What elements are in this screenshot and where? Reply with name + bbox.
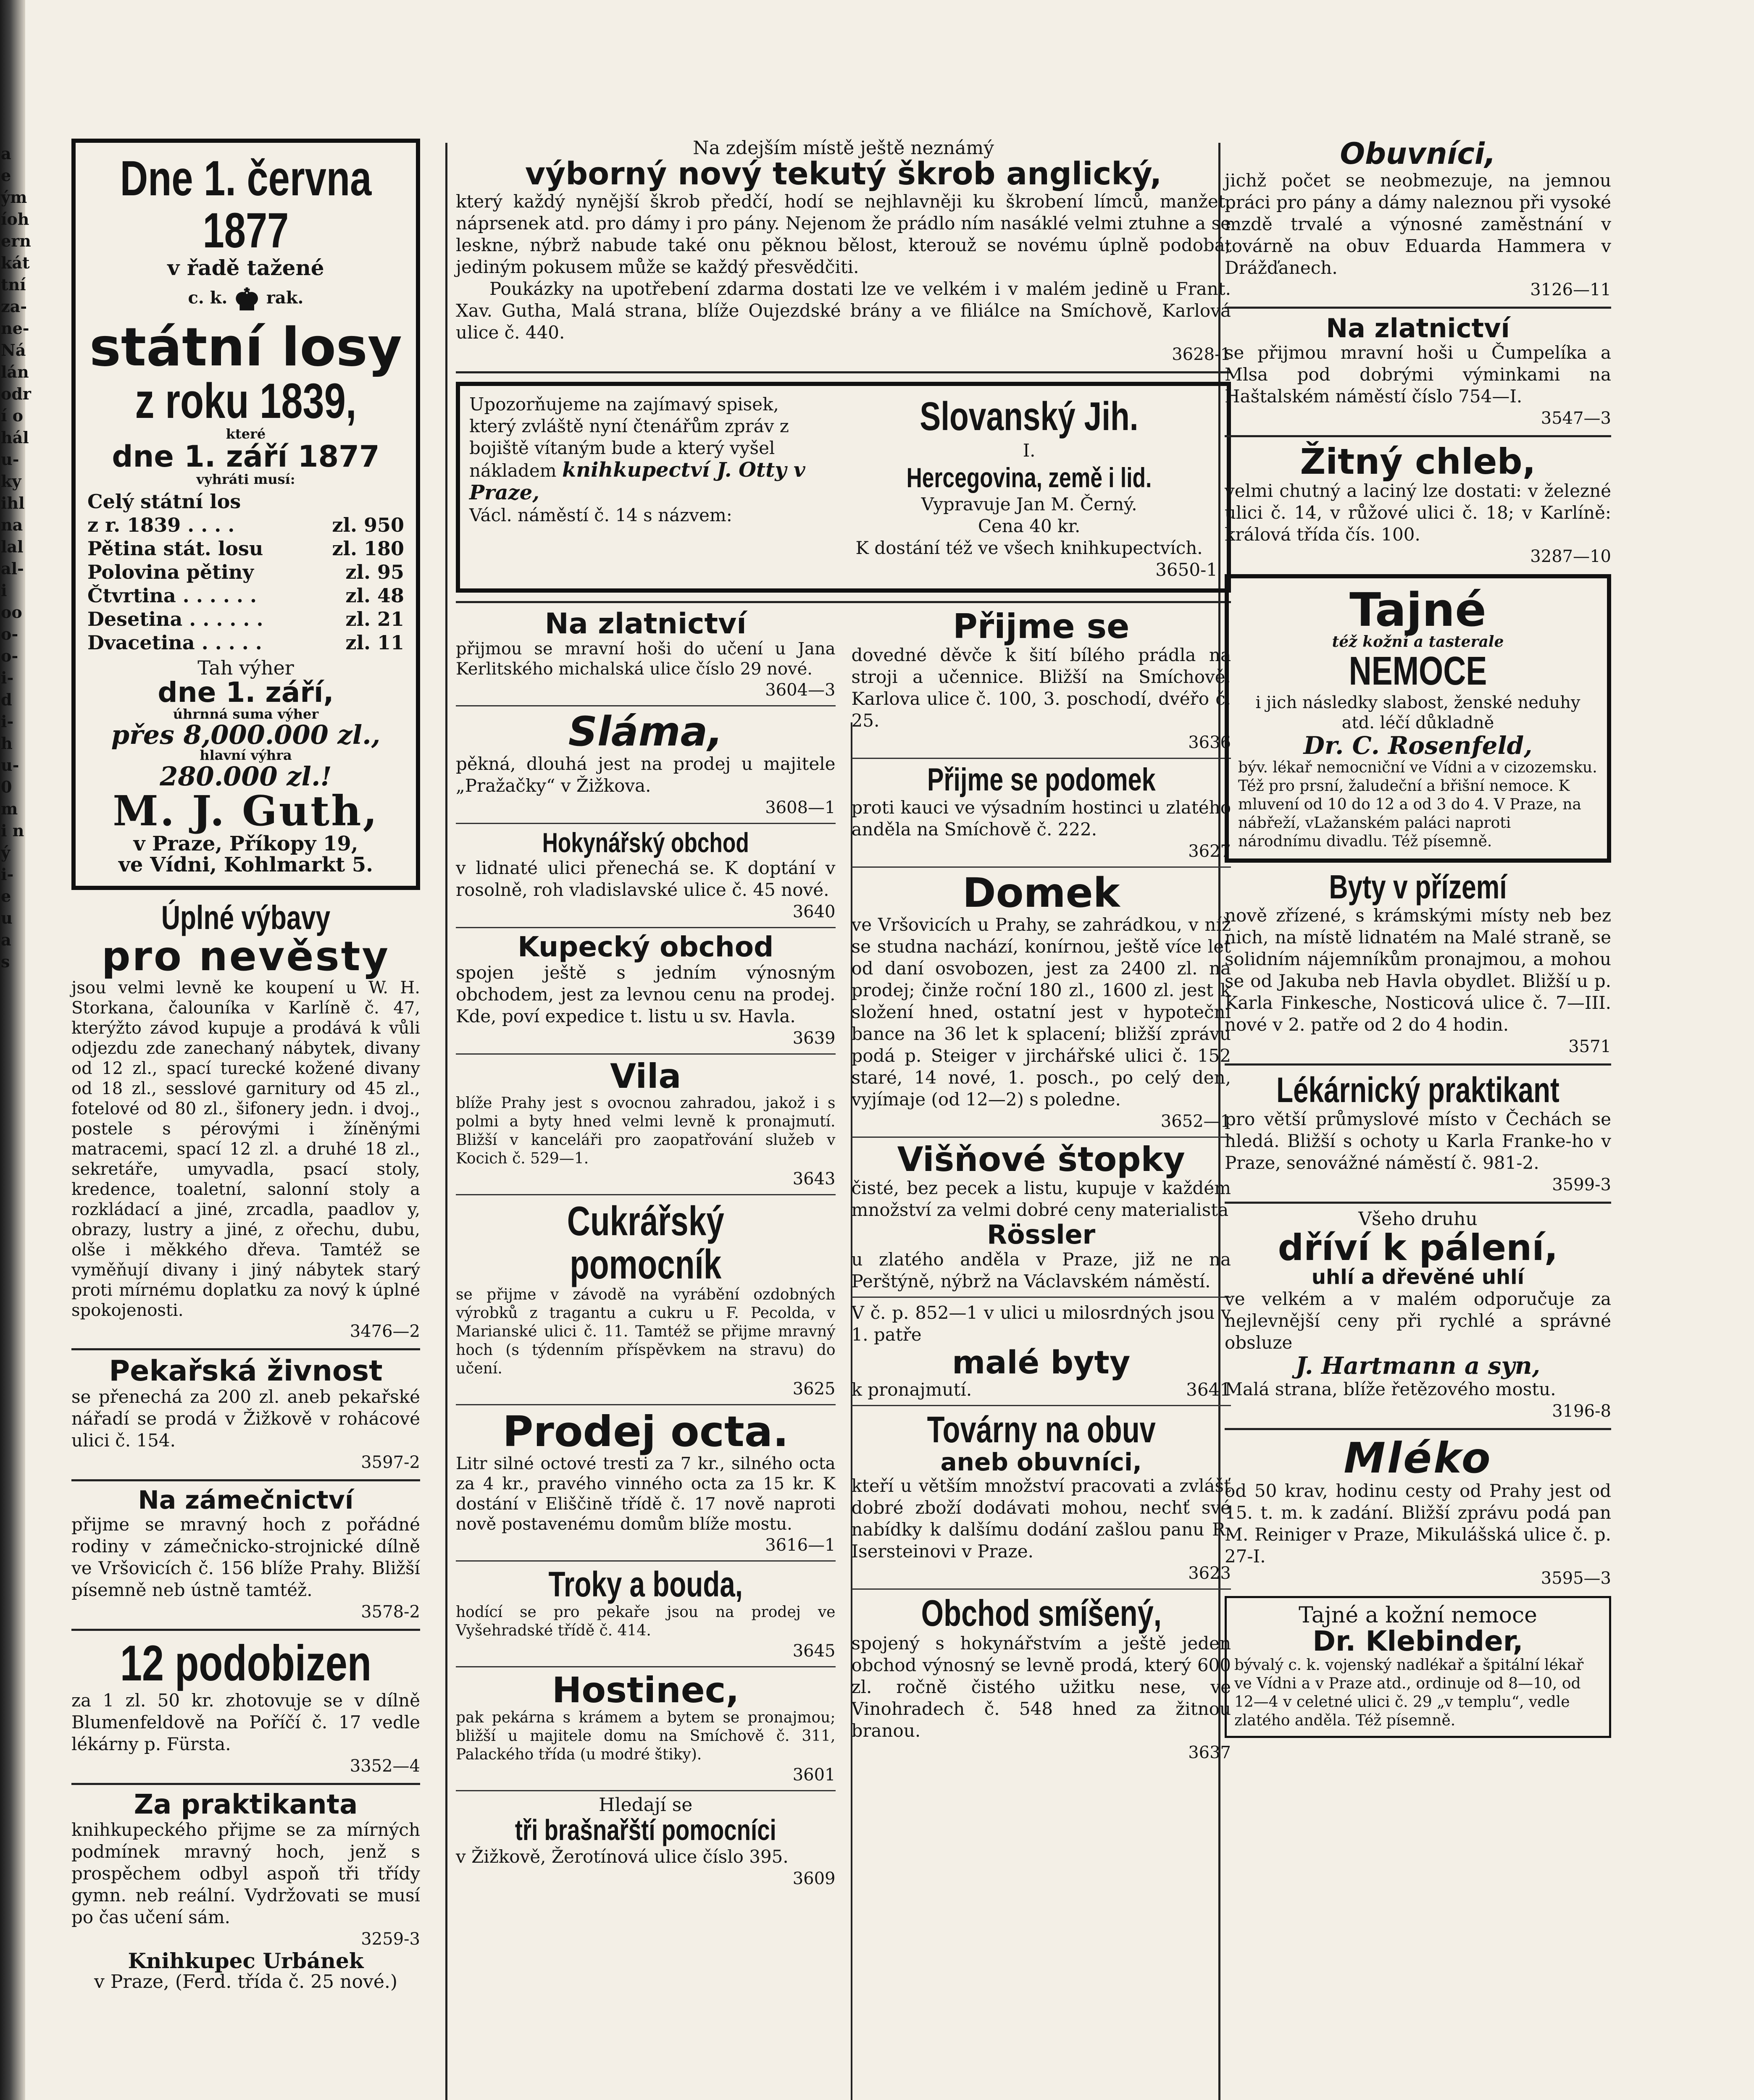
ad-body: nově zřízené, s krámskými místy neb bez nich, na místě lidnatém na Malé straně, se solidním nájemníkům pronajmou, a mohou se od Jakuba neb Havla obydlet. Bližší u p. Karla Finkesche, Nosticová ulice č. 7—III. nové v 2. patře od 2 do 4 hodin. — [1225, 905, 1611, 1035]
ad-body: kteří u větším množství pracovati a zvlášť dobré zboží dodávati mohou, nechť své nabídky k dalšímu dodání zašlou panu R. Isersteinovi v Praze. — [851, 1475, 1231, 1562]
lottery-drawn: v řadě tažené — [167, 255, 324, 280]
book-author: Vypravuje Jan M. Černý. — [921, 494, 1137, 514]
ad-saddlers — [456, 1796, 836, 1890]
ad-number: 3625 — [792, 1379, 836, 1399]
ad-house — [851, 869, 1231, 1133]
ad-shop — [456, 932, 836, 1049]
ad-pre: Všeho druhu — [1358, 1208, 1478, 1230]
book-roman: I. — [1023, 440, 1036, 461]
ad-number: 3352—4 — [350, 1756, 420, 1776]
ad-confectioner — [456, 1197, 836, 1400]
lottery-table — [87, 490, 404, 654]
ad-goldsmith — [456, 609, 836, 701]
ad-signature: Knihkupec Urbánek — [128, 1948, 364, 1974]
ad-number: 3627 — [1188, 841, 1231, 861]
lottery-row: Celý státní los — [87, 490, 241, 513]
ad-number: 3652—1 — [1160, 1112, 1231, 1131]
lottery-total-amount: přes 8,000.000 zl., — [111, 719, 381, 751]
ad-body: bývalý c. k. vojenský nadlékař a špitální lékař ve Vídni a v Praze atd., ordinuje od 8—10, od 12—4 v celetné ulici č. 29 „v templu“, vedle zlatého anděla. Též písemně. — [1234, 1656, 1584, 1729]
ad-heading: Sláma, — [568, 708, 723, 756]
column-2 — [456, 139, 1231, 1890]
ad-body: pak pekárna s krámem a bytem se pronajmou; bližší u majitele domu na Smíchově č. 311, Palackého třída (u modré štiky). — [456, 1709, 836, 1763]
ad-number: 3637 — [1188, 1743, 1231, 1763]
lottery-row: Dvacetina . . . . . zl. 11 — [87, 631, 404, 654]
ad-body: za 1 zl. 50 kr. zhotovuje se v dílně Blumenfeldově na Poříčí č. 17 vedle lékárny p. Fürsta. — [71, 1690, 420, 1754]
lottery-emblem — [83, 281, 408, 317]
lottery-ad — [71, 139, 420, 890]
ad-body: býv. lékař nemocniční ve Vídni a v cizozemsku. Též pro prsní, žaludeční a břišní nemoce. K mluvení od 10 do 12 a od 3 do 4. V Praze, na nábřeží, vLažanském paláci naproti národnímu divadlu. Též písemně. — [1238, 759, 1597, 850]
ad-heading: Lékárnický praktikant — [1276, 1070, 1559, 1110]
ad-shoemakers — [1225, 136, 1611, 301]
lottery-date: Dne 1. června 1877 — [120, 151, 372, 258]
ad-number: 3604—3 — [765, 680, 836, 700]
ad-body: ve velkém a v malém odporučuje za nejlevnější ceny při rychlé a správné obsluze — [1225, 1288, 1611, 1353]
ad-body: dovedné děvče k šití bílého prádla na stroji a učennice. Bližší na Smíchově, Karlova ulice č. 100, 3. poschodí, dvéřo č. 25. — [851, 644, 1231, 731]
ad-klebinder — [1225, 1596, 1611, 1738]
ad-body: se přijmou mravní hoši u Čumpelíka a Mlsa pod dobrými výminkami na Haštalském náměstí číslo 754—I. — [1225, 342, 1611, 407]
column-2a — [456, 609, 843, 1890]
lottery-row: Desetina . . . . . . zl. 21 — [87, 608, 404, 631]
lottery-title: státní losy — [89, 316, 402, 378]
ad-heading: Dr. Klebinder, — [1312, 1625, 1523, 1658]
ad-signature: J. Hartmann a syn, — [1295, 1352, 1541, 1380]
lottery-year: z roku 1839, — [135, 373, 357, 429]
lottery-main: hlavní výhra — [200, 747, 292, 764]
ad-number: 3476—2 — [350, 1321, 420, 1341]
ad-number: 3599-3 — [1552, 1175, 1611, 1194]
ad-body: pěkná, dlouhá jest na prodej u majitele „Pražačky“ v Žižkova. — [456, 753, 836, 796]
book-avail: K dostání též ve všech knihkupectvích. — [855, 537, 1203, 558]
ad-heading: Za praktikanta — [134, 1789, 358, 1820]
column-2-split — [456, 606, 1231, 1890]
ad-heading: Obchod smíšený, — [921, 1592, 1162, 1634]
ad-heading: Úplné výbavy — [161, 898, 331, 936]
ad-heading: uhlí a dřevěné uhlí — [1311, 1265, 1525, 1289]
ad-heading: dříví k pálení, — [1278, 1227, 1558, 1269]
book-right — [841, 394, 1218, 581]
ad-body: blíže Prahy jest s ovocnou zahradou, jakož i s polmi a byty hned velmi levně k pronajmutí. Bližší v kanceláři pro zaopatřování služeb v Kocich č. 529—1. — [456, 1094, 836, 1167]
ad-heading: 12 podobizen — [120, 1635, 372, 1691]
ad-body: hodící se pro pekaře jsou na prodej ve Vyšehradské třídě č. 414. — [456, 1603, 836, 1639]
ad-body: i jich následky slabost, ženské neduhy atd. léčí důkladně — [1255, 693, 1580, 732]
ad-footer — [852, 1379, 1231, 1401]
ad-mixed-shop — [852, 1594, 1231, 1764]
ad-pre: V č. p. 852—1 v ulici u milosrdných jsou v 1. patře — [851, 1302, 1231, 1345]
ad-name: Rössler — [987, 1219, 1096, 1250]
ad-heading: Na zlatnictví — [544, 607, 747, 640]
lottery-date2: dne 1. září 1877 — [112, 439, 380, 474]
ad-stalls — [456, 1566, 836, 1662]
ad-address: v Praze, (Ferd. třída č. 25 nové.) — [94, 1971, 398, 1992]
ad-starch — [456, 139, 1231, 365]
lottery-firm: M. J. Guth, — [113, 787, 379, 836]
ad-heading: Višňové štopky — [897, 1140, 1185, 1179]
ad-body: v lidnaté ulici přenechá se. K doptání v rosolně, roh vladislavské ulice č. 45 nové. — [456, 858, 836, 900]
ad-heading: Cukrářský pomocník — [567, 1197, 724, 1287]
ad-body: proti kauci ve výsadním hostinci u zlatého anděla na Smíchově č. 222. — [851, 797, 1231, 840]
ad-grocery — [456, 828, 836, 923]
ad-body: Litr silné octové tresti za 7 kr., silného octa za 4 kr., pravého vinného octa za 15 kr. K dostání v Eliščině třídě č. 17 nově naproti nově postavenému domům blíže mostu. — [456, 1454, 836, 1534]
ad-heading: tři brašnařští pomocníci — [515, 1814, 776, 1846]
ad-body: knihkupeckého přijme se za mírných podmínek mravný hoch, jenž s prospěchem odbyl aspoň tři třídy gymn. neb reální. Vydržovati se musí po čas učení sám. — [71, 1819, 420, 1928]
ad-body: od 50 krav, hodinu cesty od Prahy jest od 15. t. m. k zadání. Bližší zprávu podá pan M. Reiniger v Praze, Mikulášská ulice č. p. 27-I. — [1225, 1480, 1611, 1567]
ad-small-flats — [852, 1302, 1231, 1401]
ad-number: 3595—3 — [1541, 1568, 1611, 1588]
ad-body: se přenechá za 200 zl. aneb pekařské nářadí se prodá v Žižkově v rohácové ulici č. 154. — [71, 1386, 420, 1451]
ad-number: 3643 — [792, 1169, 836, 1189]
ad-heading: výborný nový tekutý škrob anglický, — [525, 156, 1162, 192]
ad-number: 3636 — [1188, 732, 1231, 752]
ad-heading: Mléko — [1344, 1433, 1492, 1483]
ad-heading: Přijme se — [953, 606, 1130, 646]
ad-body: k pronajmutí. — [851, 1379, 972, 1400]
ad-number: 3623 — [1188, 1563, 1231, 1583]
lottery-emblem-right: rak. — [266, 288, 304, 308]
torn-column-fragment: a e ým íoh ern kát tní za- ne- Ná lán odr í o hál u- ky ihl na lal al- i oo o- o- i- d i- h u- 0 m i n ý i- e u a s — [1, 144, 31, 971]
ad-seamstress — [851, 606, 1231, 753]
ad-body: přijmou se mravní hoši do učení u Jana Kerlitského michalská ulice číslo 29 nové. — [456, 639, 836, 679]
lottery-row: z r. 1839 . . . . zl. 950 — [87, 514, 404, 537]
double-eagle-icon: ♚ — [233, 281, 260, 318]
ad-heading: Továrny na obuv — [927, 1409, 1156, 1451]
ad-heading: Vila — [610, 1056, 681, 1096]
ad-heading: aneb obuvníci, — [940, 1447, 1142, 1476]
ad-bridal — [71, 900, 420, 1342]
ad-villa — [456, 1056, 836, 1190]
column-2b — [843, 606, 1231, 1890]
ad-number: 3126—11 — [1530, 280, 1611, 299]
book-left2: Václ. náměstí č. 14 s názvem: — [469, 504, 732, 525]
lottery-addr1: v Praze, Příkopy 19, — [133, 832, 358, 856]
ad-straw — [456, 708, 836, 819]
ad-number: 3640 — [792, 902, 836, 922]
ad-number: 3547—3 — [1541, 408, 1611, 428]
ad-pre: Na zdejším místě ještě neznámý — [693, 137, 994, 159]
ad-body: se přijme v závodě na vyrábění ozdobných výrobků z tragantu a cukru u F. Pecolda, v Marianské ulici č. 11. Tamtéž se přijme mravný hoch (s týdenním příspěvkem na stravu) do učení. — [456, 1286, 836, 1378]
lottery-draw: Tah výher — [197, 656, 294, 680]
ad-heading: Obuvníci, — [1340, 136, 1496, 171]
ad-heading: Hokynářský obchod — [542, 827, 749, 858]
ad-milk — [1225, 1433, 1611, 1589]
book-subtitle: Hercegovina, země i lid. — [906, 462, 1152, 493]
ad-doctor: Dr. C. Rosenfeld, — [1303, 731, 1533, 760]
book-publisher: knihkupectví J. Otty v Praze, — [469, 458, 805, 504]
ad-heading: Na zlatnictví — [1326, 312, 1510, 344]
ad-body: Poukázky na upotřebení zdarma dostati lze ve velkém i v malém jedině u Frant. Xav. Gutha, Malá strana, blíže Oujezdské brány a ve filiálce na Smíchově, Karlová ulice č. 440. — [456, 278, 1231, 343]
ad-number: 3645 — [792, 1641, 836, 1661]
column-rule-1 — [445, 143, 447, 2100]
ad-number: 3641 — [1186, 1379, 1231, 1400]
ad-heading: NEMOCE — [1349, 648, 1487, 694]
ad-heading: malé byty — [952, 1343, 1131, 1381]
lottery-which: které — [226, 426, 266, 442]
ad-body: Malá strana, blíže řetězového mostu. — [1225, 1378, 1556, 1399]
ad-heading: Byty v přízemí — [1329, 868, 1507, 906]
ad-number: 3639 — [792, 1028, 836, 1048]
ad-heading: pro nevěsty — [101, 932, 390, 980]
ad-number: 3650-1 — [1155, 559, 1218, 580]
lottery-must-win: vyhráti musí: — [196, 471, 295, 487]
ad-heading: Na zámečnictví — [138, 1485, 354, 1515]
ad-rye-bread — [1225, 443, 1611, 567]
ad-heading: Pekařská živnost — [109, 1354, 383, 1388]
ad-heading: Tajné a kožní nemoce — [1299, 1602, 1537, 1628]
ad-body: jsou velmi levně ke koupení u W. H. Storkana, čalouníka v Karlíně č. 47, kterýžto závod kupuje a prodává k vůli odjezdu zde zanechaný nábytek, divany od 12 zl., spací turecké kožené divany od 18 zl., sesslové garnitury od 45 zl., fotelové od 80 zl., šifonery jedn. i dvoj., postele s pérovými i žíněnými matracemi, spací 12 zl. a druhé 18 zl., sekretáře, umyvadla, psací stoly, kredence, toaletní, salonní stoly a rozkládací a jiné, zrcadla, paadlov y, obrazy, lustry a jiné, z ořechu, dubu, olše i měkkého dřeva. Tamtéž se vyměňují divany i jiný nábytek starý proti mírnému doplatku za nový k úplné spokojenosti. — [71, 978, 420, 1320]
ad-porter — [852, 763, 1231, 862]
ad-goldsmith-2 — [1225, 312, 1611, 429]
lottery-emblem-left: c. k. — [188, 288, 228, 308]
ad-book — [456, 382, 1231, 593]
ad-secret-diseases — [1225, 574, 1611, 863]
ad-body: přijme se mravný hoch z pořádné rodiny v zámečnicko-strojnické dílně ve Vršovicích č. 156 blíže Prahy. Bližší písemně neb ústně tamtéž. — [71, 1514, 420, 1600]
ad-heading: Kupecký obchod — [518, 931, 774, 963]
ad-number: 3259-3 — [361, 1929, 420, 1949]
ad-locksmith — [71, 1487, 420, 1623]
ad-body: spojen ještě s jedním výnosným obchodem, jest za levnou cenu na prodej. Kde, poví expedice t. listu u sv. Havla. — [456, 962, 836, 1026]
ad-heading: Domek — [962, 869, 1120, 916]
ad-number: 3578-2 — [361, 1602, 420, 1622]
ad-body: který každý nynější škrob předčí, hodí se nejhlavněji ku škrobení límců, manžet, náprsenek atd. pro dámy i pro pány. Nejenom že prádlo ním nasáklé velmi ztuhne a se leskne, nýbrž nabude také onu pěknou bělost, kterouž se novému úplně podobá; jediným pokusem může se každý přesvědčiti. — [456, 191, 1231, 277]
ad-number: 3628-1 — [1172, 344, 1231, 364]
ad-number: 3597-2 — [361, 1452, 420, 1472]
ad-cherry-stalks — [852, 1142, 1231, 1292]
ad-firewood — [1225, 1210, 1611, 1422]
ad-inn — [456, 1669, 836, 1786]
ad-body: spojený s hokynářstvím a ještě jeden obchod výnosný se levně prodá, který 600 zl. ročně čistého užitku nese, ve Vinohradech č. 548 hned za žitnou branou. — [851, 1633, 1231, 1741]
ad-heading: Žitný chleb, — [1300, 441, 1536, 482]
ad-shoe-factory — [852, 1410, 1231, 1584]
column-1 — [71, 139, 420, 1992]
book-price: Cena 40 kr. — [978, 515, 1081, 536]
ad-heading: Hostinec, — [552, 1669, 739, 1711]
ad-heading: Prodej octa. — [502, 1407, 789, 1457]
ad-trainee — [71, 1791, 420, 1992]
ad-body: pro větší průmyslové místo v Čechách se hledá. Bližší s ochoty u Karla Franke-ho v Praze, senovážné náměstí č. 981-2. — [1225, 1108, 1611, 1173]
lottery-total: úhrnná suma výher — [173, 706, 319, 722]
ad-number: 3601 — [792, 1765, 836, 1785]
ad-body: jichž počet se neobmezuje, na jemnou práci pro pány a dámy naleznou při vysoké mzdě trvalé a výnosné zaměstnání v továrně na obuv Eduarda Hammera v Drážďanech. — [1225, 170, 1611, 278]
ad-heading: Tajné — [1349, 583, 1486, 637]
lottery-row: Pětina stát. losu zl. 180 — [87, 537, 404, 560]
lottery-row: Čtvrtina . . . . . . zl. 48 — [87, 584, 404, 607]
ad-pharmacy-trainee — [1225, 1071, 1611, 1196]
ad-subheading: též kožní a tasterale — [1332, 633, 1504, 651]
lottery-row: Polovina pětiny zl. 95 — [87, 561, 404, 584]
ad-number: 3616—1 — [765, 1536, 836, 1555]
ad-body: v Žižkově, Žerotínová ulice číslo 395. — [456, 1846, 789, 1867]
ad-number: 3196-8 — [1552, 1401, 1611, 1421]
ad-body: ve Vršovicích u Prahy, se zahrádkou, v níž se studna nachází, konírnou, ještě více let od daní osvobozen, jest za 2400 zl. na prodej; činže roční 180 zl., 1600 zl. jest k složení hned, ostatní jest v hypoteční bance na 36 let k splacení; bližší zprávu podá p. Steiger v jirchářské ulici č. 152 staré, 14 nové, 1. posch., po celý den, vyjímaje (od 12—2) s poledne. — [851, 914, 1231, 1110]
ad-ground-floor-flats — [1225, 869, 1611, 1058]
lottery-draw-date: dne 1. září, — [158, 676, 334, 709]
ad-heading: Přijme se podomek — [927, 761, 1156, 798]
ad-body: čisté, bez pecek a listu, kupuje v každém množství za velmi dobré ceny materialista — [851, 1178, 1231, 1221]
ad-number: 3609 — [792, 1869, 836, 1888]
ad-pre: Hledají se — [599, 1794, 693, 1816]
lottery-main-amount: 280.000 zl.! — [160, 761, 332, 792]
ad-heading: Troky a bouda, — [548, 1564, 743, 1604]
lottery-addr2: ve Vídni, Kohlmarkt 5. — [118, 853, 373, 877]
ad-body: velmi chutný a laciný lze dostati: v železné ulici č. 14, v růžové ulici č. 18; v Karlíně: králová třída čís. 100. — [1225, 480, 1611, 545]
book-title: Slovanský Jih. — [920, 394, 1139, 439]
ad-portraits — [71, 1637, 420, 1777]
ad-number: 3287—10 — [1530, 546, 1611, 566]
ad-number: 3571 — [1568, 1037, 1611, 1056]
ad-body: u zlatého anděla v Praze, již ne na Perštýně, nýbrž na Václavském náměstí. — [851, 1249, 1231, 1292]
ad-bakery — [71, 1356, 420, 1473]
book-left: Upozorňujeme na zajímavý spisek, který zvláště nyní čtenářům zpráv z bojiště vítaným bude a který vyšel nákladem knihkupectví J. Otty v Praze, Václ. náměstí č. 14 s názvem: — [469, 394, 828, 581]
ad-vinegar — [456, 1407, 836, 1556]
column-3 — [1225, 136, 1611, 1738]
ad-number: 3608—1 — [765, 798, 836, 818]
